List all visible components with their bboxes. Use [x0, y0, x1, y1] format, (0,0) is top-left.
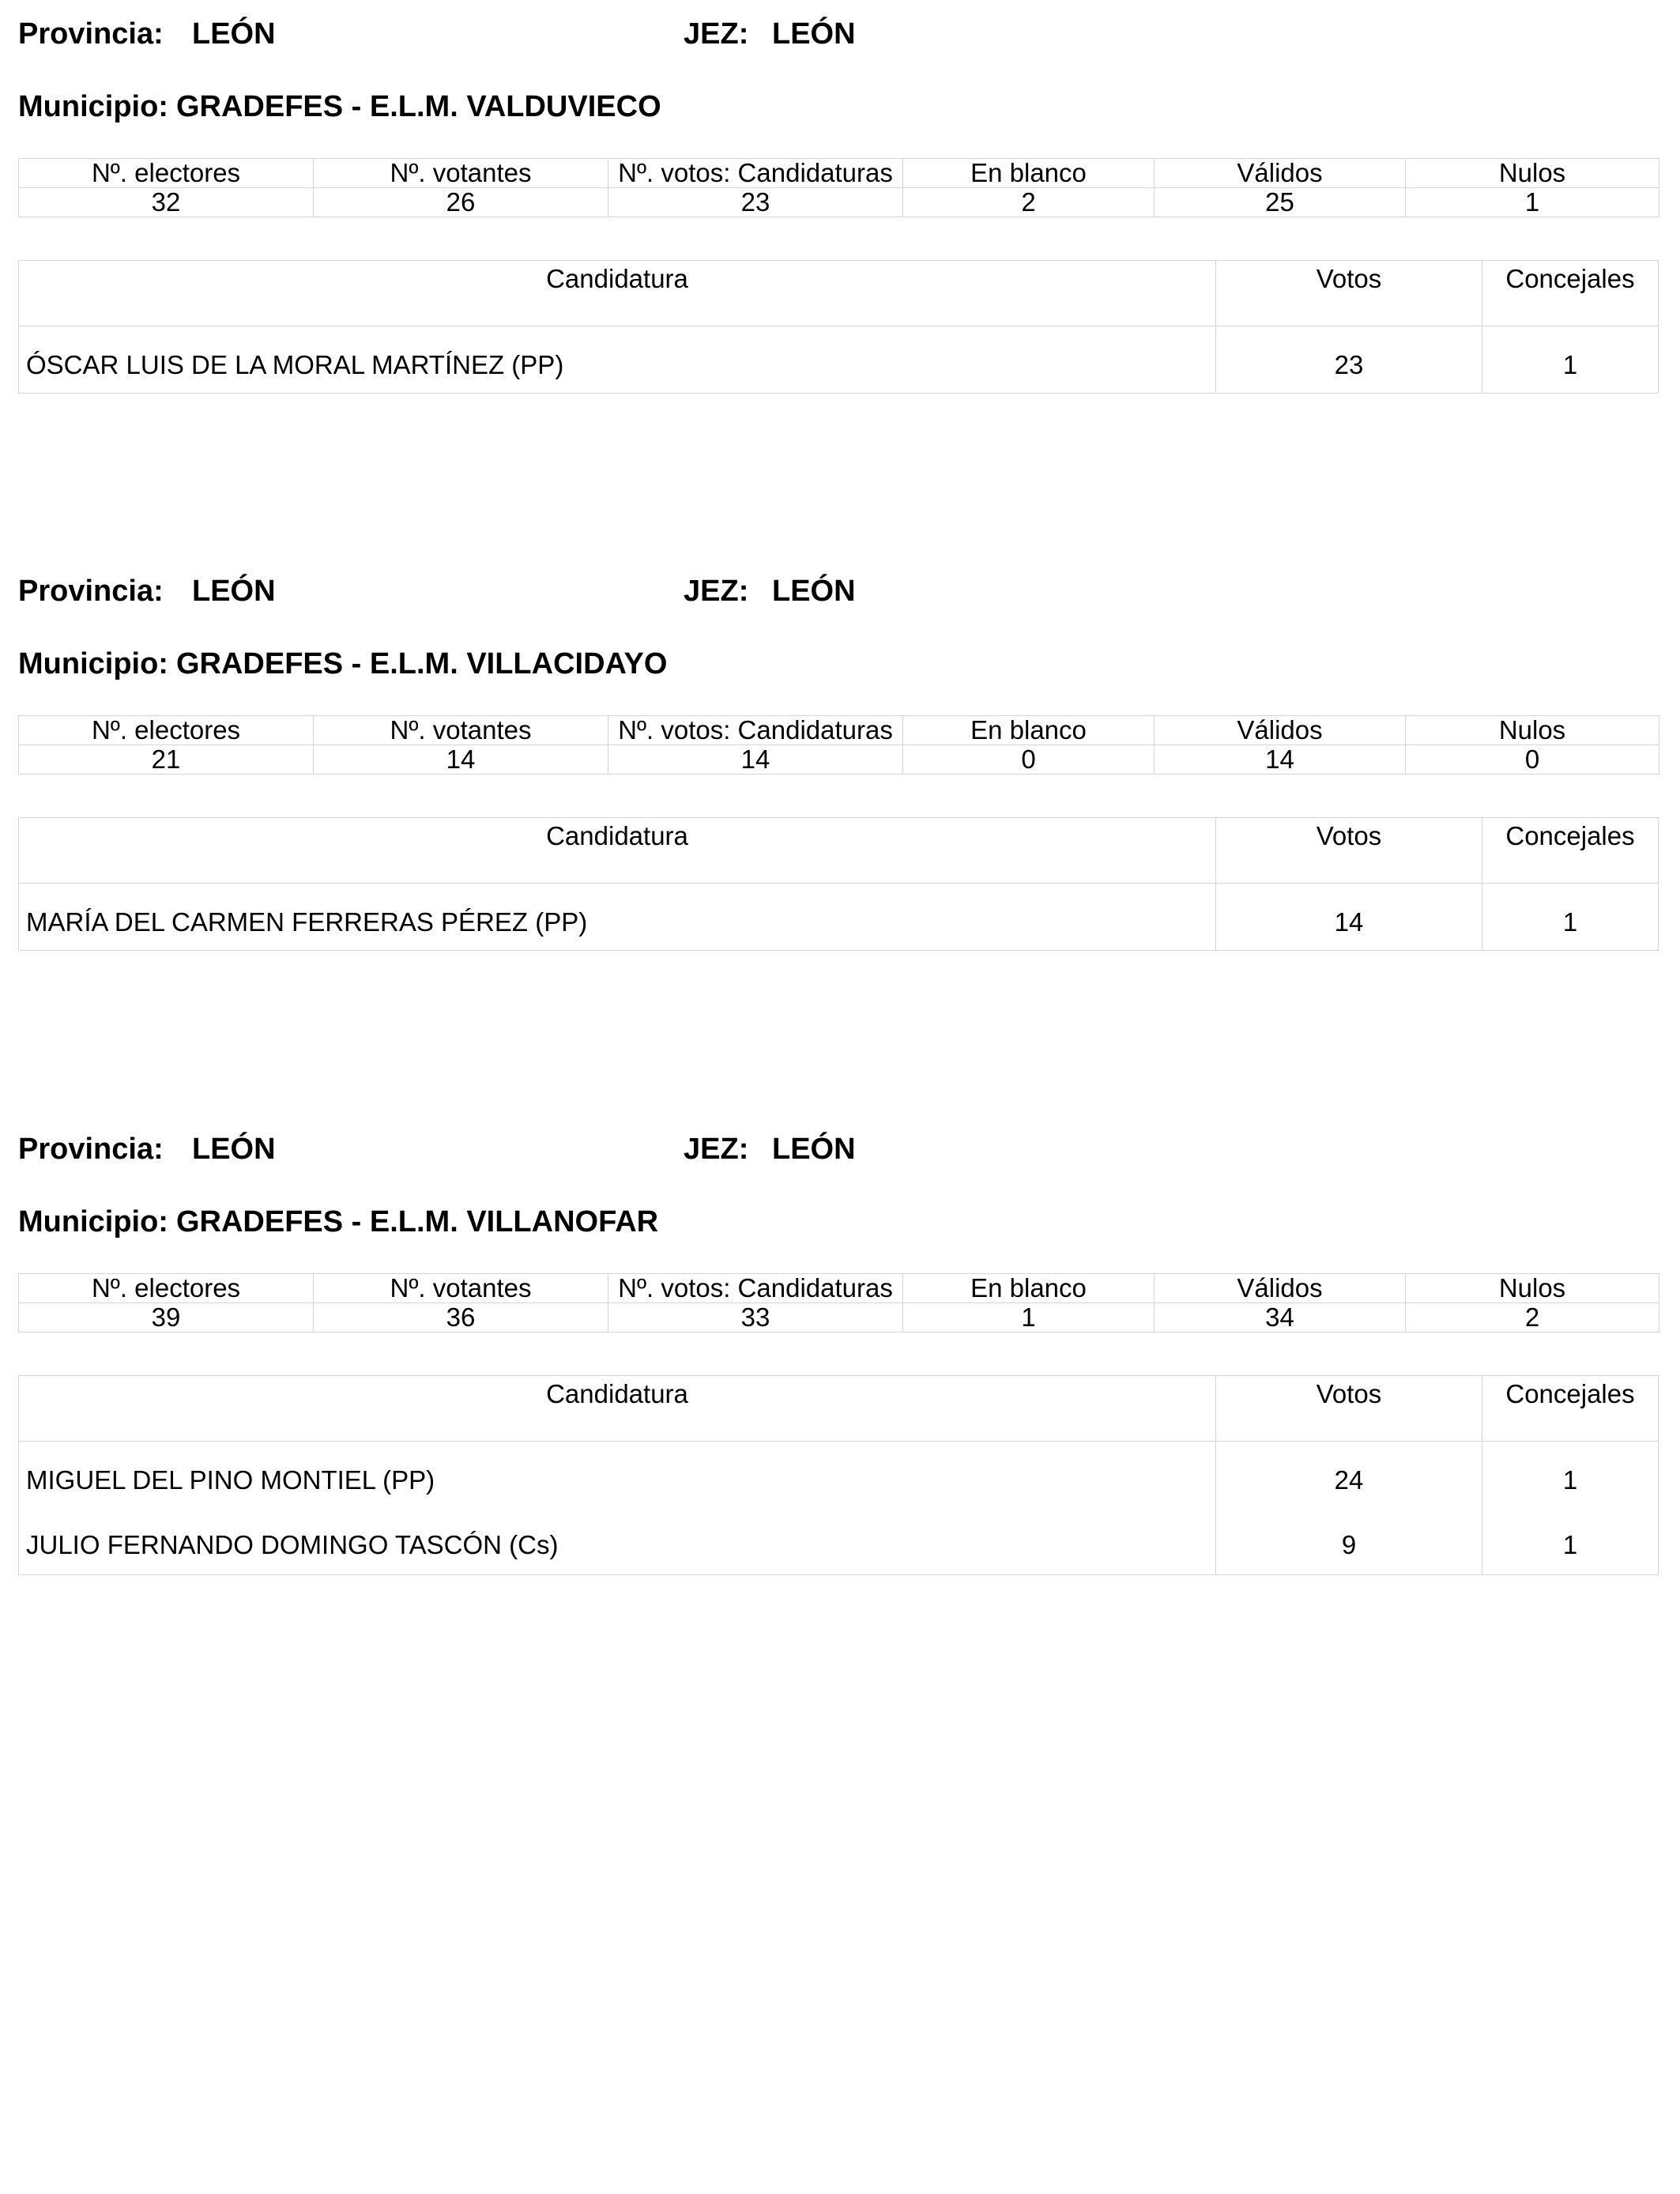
stats-header-cell: Nulos [1406, 1274, 1659, 1303]
stats-header-cell: Nº. votantes [314, 159, 608, 188]
candidate-concejales: 1 [1562, 1465, 1578, 1495]
stats-table [18, 158, 1659, 217]
stats-value-cell: 34 [1155, 1303, 1406, 1333]
stats-header-cell: En blanco [903, 1274, 1155, 1303]
stats-table [18, 715, 1659, 775]
stats-value-cell: 32 [19, 188, 314, 217]
votos-header: Votos [1216, 1376, 1482, 1441]
stats-header-cell: Nº. votos: Candidaturas [608, 1274, 903, 1303]
candidate-votes: 23 [1216, 326, 1482, 393]
municipio-label: Municipio: [18, 90, 168, 123]
candidate-row [19, 326, 1658, 393]
provincia-label: Provincia: [18, 1133, 164, 1166]
stats-value-cell: 14 [608, 745, 903, 775]
stats-table [18, 1273, 1659, 1333]
votos-header: Votos [1216, 261, 1482, 326]
header-row [18, 1133, 1659, 1172]
municipio-value: GRADEFES - E.L.M. VALDUVIECO [175, 90, 661, 123]
candidate-row [19, 1508, 1658, 1574]
municipio-value: GRADEFES - E.L.M. VILLACIDAYO [175, 647, 668, 680]
municipio-heading [18, 1205, 658, 1239]
candidatura-header: Candidatura [19, 1376, 1216, 1441]
candidate-name: JULIO FERNANDO DOMINGO TASCÓN (Cs) [19, 1508, 1216, 1574]
candidate-votes: 14 [1216, 884, 1482, 950]
stats-header-cell: Nº. electores [19, 716, 314, 745]
stats-header-cell: Nº. votantes [314, 1274, 608, 1303]
provincia-value: LEÓN [192, 1133, 276, 1166]
concejales-header: Concejales [1505, 1379, 1635, 1408]
stats-header-cell: Nº. electores [19, 1274, 314, 1303]
candidate-name: MARÍA DEL CARMEN FERRERAS PÉREZ (PP) [19, 884, 1216, 950]
candidate-row [19, 884, 1658, 950]
header-row [18, 575, 1659, 614]
candidate-row [19, 1442, 1658, 1508]
municipio-label: Municipio: [18, 1205, 168, 1238]
stats-header-cell: Nulos [1406, 159, 1659, 188]
candidate-name: ÓSCAR LUIS DE LA MORAL MARTÍNEZ (PP) [19, 326, 1216, 393]
concejales-header: Concejales [1505, 264, 1635, 293]
jez-value: LEÓN [772, 17, 856, 51]
stats-header-cell: Nulos [1406, 716, 1659, 745]
candidate-votes: 24 [1216, 1442, 1482, 1508]
municipio-value: GRADEFES - E.L.M. VILLANOFAR [175, 1205, 659, 1238]
candidate-name: MIGUEL DEL PINO MONTIEL (PP) [19, 1442, 1216, 1508]
provincia-label: Provincia: [18, 17, 164, 51]
provincia-value: LEÓN [192, 17, 276, 51]
stats-value-cell: 0 [1406, 745, 1659, 775]
jez-value: LEÓN [772, 1133, 856, 1166]
municipio-heading [18, 647, 667, 681]
candidate-concejales: 1 [1562, 907, 1578, 937]
candidatura-header: Candidatura [19, 818, 1216, 883]
stats-header-cell: Válidos [1155, 716, 1406, 745]
stats-value-cell: 33 [608, 1303, 903, 1333]
stats-value-cell: 36 [314, 1303, 608, 1333]
stats-header-cell: Nº. electores [19, 159, 314, 188]
municipio-heading [18, 90, 661, 124]
stats-header-cell: Nº. votos: Candidaturas [608, 159, 903, 188]
jez-label: JEZ: [684, 575, 749, 608]
candidate-concejales: 1 [1562, 350, 1578, 379]
stats-value-cell: 2 [1406, 1303, 1659, 1333]
concejales-header: Concejales [1505, 821, 1635, 850]
jez-value: LEÓN [772, 575, 856, 608]
candidatura-header: Candidatura [19, 261, 1216, 326]
stats-value-row [19, 188, 1659, 217]
stats-header-cell: Nº. votantes [314, 716, 608, 745]
stats-value-cell: 2 [903, 188, 1155, 217]
stats-header-cell: Válidos [1155, 159, 1406, 188]
stats-value-cell: 0 [903, 745, 1155, 775]
provincia-value: LEÓN [192, 575, 276, 608]
candidates-header-row [19, 1376, 1658, 1442]
stats-value-cell: 1 [1406, 188, 1659, 217]
provincia-label: Provincia: [18, 575, 164, 608]
stats-header-row [19, 159, 1659, 188]
jez-label: JEZ: [684, 17, 749, 51]
stats-value-cell: 14 [314, 745, 608, 775]
stats-value-cell: 21 [19, 745, 314, 775]
candidates-header-row [19, 818, 1658, 884]
municipio-label: Municipio: [18, 647, 168, 680]
stats-value-cell: 1 [903, 1303, 1155, 1333]
stats-header-row [19, 716, 1659, 745]
candidates-table [18, 260, 1659, 394]
header-row [18, 17, 1659, 57]
stats-value-cell: 39 [19, 1303, 314, 1333]
stats-value-cell: 14 [1155, 745, 1406, 775]
stats-header-row [19, 1274, 1659, 1303]
stats-value-cell: 23 [608, 188, 903, 217]
votos-header: Votos [1216, 818, 1482, 883]
jez-label: JEZ: [684, 1133, 749, 1166]
stats-header-cell: En blanco [903, 159, 1155, 188]
stats-header-cell: Válidos [1155, 1274, 1406, 1303]
candidates-header-row [19, 261, 1658, 326]
stats-value-cell: 25 [1155, 188, 1406, 217]
stats-value-row [19, 745, 1659, 775]
stats-value-cell: 26 [314, 188, 608, 217]
candidate-concejales: 1 [1562, 1530, 1578, 1559]
candidate-votes: 9 [1216, 1508, 1482, 1574]
stats-header-cell: En blanco [903, 716, 1155, 745]
stats-header-cell: Nº. votos: Candidaturas [608, 716, 903, 745]
candidates-table [18, 817, 1659, 951]
stats-value-row [19, 1303, 1659, 1333]
candidates-table [18, 1375, 1659, 1575]
